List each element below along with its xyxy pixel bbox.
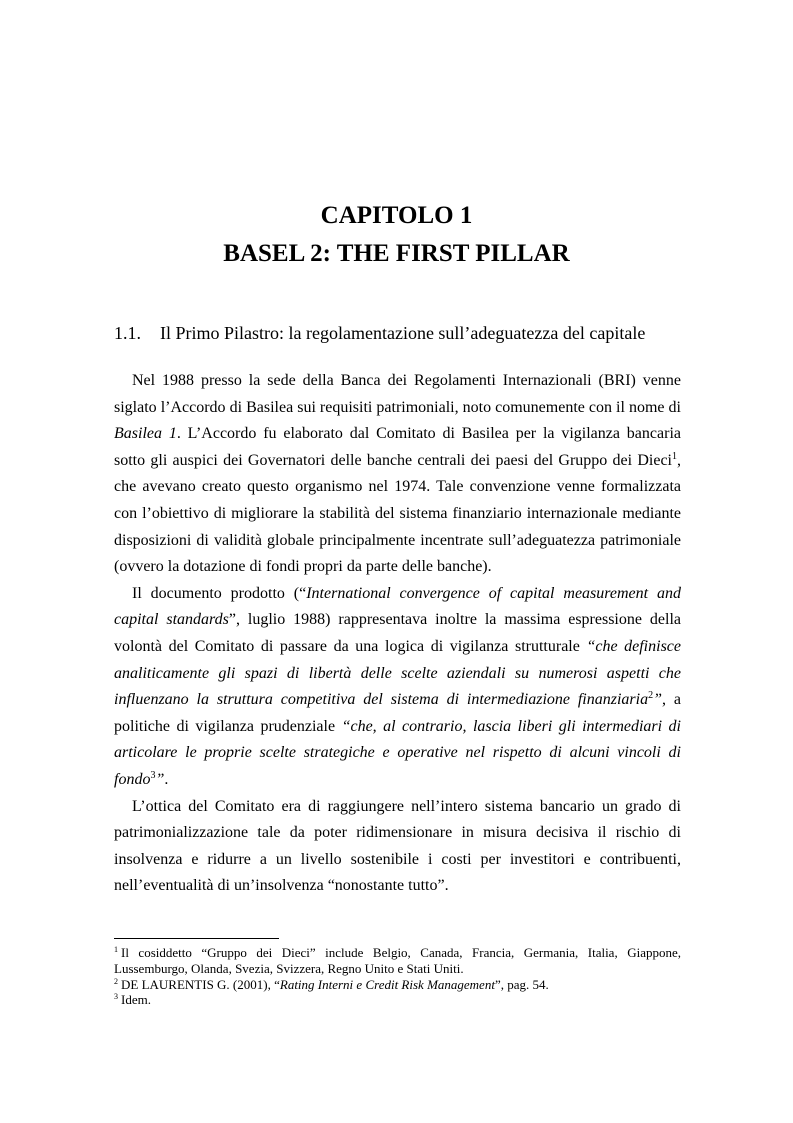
paragraph-2-text-f: , a politiche di vigilanza prudenziale [114, 691, 681, 735]
paragraph-2-italic-quote-1-close: ” [653, 691, 663, 709]
section-title: Il Primo Pilastro: la regolamentazione sull’adeguatezza del capitale [160, 323, 646, 343]
paragraph-1-text-a: Nel 1988 presso la sede della Banca dei Regolamenti Internazionali (BRI) venne siglato l’Accordo di Basilea sui requisiti patrimoniali, noto comunemente con il nome di [114, 372, 681, 416]
footnote-1-text: Il cosiddetto “Gruppo dei Dieci” include Belgio, Canada, Francia, Germania, Italia, Giappone, Lussemburgo, Olanda, Svezia, Svizzera, Regno Unito e Stati Uniti. [114, 945, 681, 976]
footnote-2-text-a: DE LAURENTIS G. (2001), “ [121, 976, 280, 992]
footnote-2 [114, 977, 681, 993]
paragraph-1 [114, 368, 681, 581]
footnote-ref-1[interactable]: 1 [672, 450, 677, 462]
paragraph-2-italic-quote-1: “che definisce analiticamente gli spazi di libertà delle scelte aziendali su numerosi aspetti che influenzano la struttura competitiva del sistema di intermediazione finanziaria [114, 637, 682, 709]
paragraph-2-italic-quote-2: “che, al contrario, lascia liberi gli intermediari di articolare le proprie scelte strategiche e operative nel rispetto di alcuni vincoli di fondo [114, 717, 682, 788]
footnotes [114, 945, 681, 1008]
paragraph-2-italic-quote-2-close: ” [155, 770, 165, 788]
footnote-ref-3[interactable]: 3 [150, 769, 156, 781]
footnote-1 [114, 945, 681, 977]
footnote-ref-2[interactable]: 2 [648, 690, 654, 702]
section-heading [114, 320, 645, 346]
paragraph-3: L’ottica del Comitato era di raggiungere nell’intero sistema bancario un grado di patrimonializzazione tale da poter ridimensionare in misura decisiva il rischio di insolvenza e ridurre a un livello sostenibile i costi per investitori e contribuenti, nell’eventualità di un’insolvenza “nonostante tutto”. [114, 797, 681, 895]
paragraph-1-text-d: , che avevano creato questo organismo nel 1974. Tale convenzione venne formalizzata con l’obiettivo di migliorare la stabilità del sistema finanziario internazionale mediante disposizioni di validità globale principalmente incentrate sull’adeguatezza patrimoniale (ovvero la dotazione di fondi propri da parte delle banche). [114, 451, 681, 576]
paragraph-1-text-c: . L’Accordo fu elaborato dal Comitato di Basilea per la vigilanza bancaria sotto gli auspici dei Governatori delle banche centrali dei paesi del Gruppo dei Dieci [114, 425, 681, 469]
footnote-3-text: Idem. [121, 992, 151, 1008]
paragraph-2-text-c: ”, luglio 1988) rappresentava inoltre la massima espressione della volontà del Comitato di passare da una logica di vigilanza strutturale [114, 611, 681, 655]
paragraph-2-text-i: . [164, 770, 169, 788]
chapter-title: BASEL 2: THE FIRST PILLAR [223, 240, 570, 267]
section-number: 1.1. [114, 323, 141, 343]
chapter-number: CAPITOLO 1 [320, 202, 473, 229]
footnote-divider [114, 938, 279, 939]
footnote-1-mark: 1 [114, 945, 118, 954]
paragraph-2-text-a: Il documento prodotto (“ [132, 584, 307, 602]
footnote-3 [114, 992, 681, 1008]
footnote-2-italic-title: Rating Interni e Credit Risk Management [279, 976, 495, 992]
body-text [114, 368, 681, 900]
paragraph-2-italic-document-title: International convergence of capital measurement and capital standards [114, 584, 682, 629]
paragraph-1-italic-basilea: Basilea 1 [114, 425, 177, 443]
footnote-3-mark: 3 [114, 992, 118, 1002]
paragraph-2 [114, 581, 681, 794]
footnote-2-text-c: ”, pag. 54. [494, 976, 549, 992]
footnote-2-mark: 2 [114, 976, 118, 986]
